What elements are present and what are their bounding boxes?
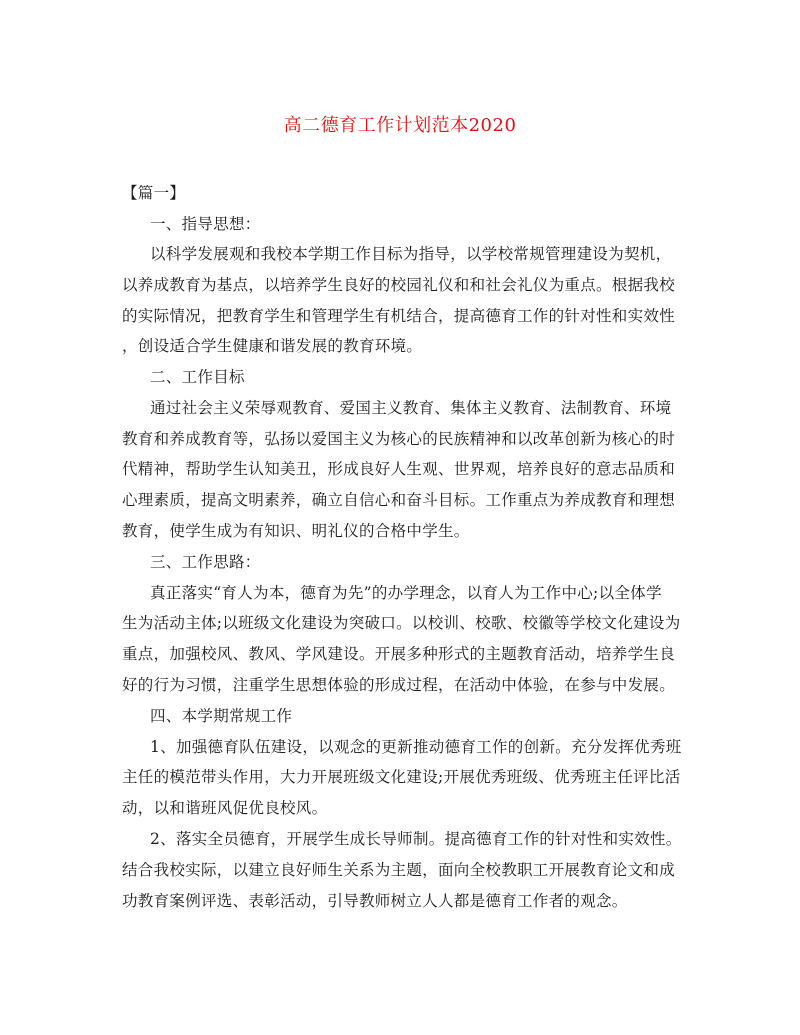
paragraph-line: 以养成教育为基点，以培养学生良好的校园礼仪和和社会礼仪为重点。根据我校 <box>122 276 676 294</box>
heading-guiding-thought: 一、指导思想： <box>150 215 261 233</box>
document-title: 高二德育工作计划范本2020 <box>283 115 517 136</box>
paragraph-line: 以科学发展观和我校本学期工作目标为指导，以学校常规管理建设为契机， <box>150 245 672 263</box>
paragraph-line: 心理素质，提高文明素养，确立自信心和奋斗目标。工作重点为养成教育和理想 <box>122 491 676 509</box>
paragraph-line: 结合我校实际，以建立良好师生关系为主题，面向全校教职工开展教育论文和成 <box>122 861 676 879</box>
paragraph-line: 生为活动主体;以班级文化建设为突破口。以校训、校歌、校徽等学校文化建设为 <box>122 614 681 632</box>
paragraph-line: 教育，使学生成为有知识、明礼仪的合格中学生。 <box>122 522 470 540</box>
paragraph-line: 教育和养成教育等，弘扬以爱国主义为核心的民族精神和以改革创新为核心的时 <box>122 430 676 448</box>
heading-routine-work: 四、本学期常规工作 <box>150 707 293 725</box>
paragraph-line: ，创设适合学生健康和谐发展的教育环境。 <box>122 337 423 355</box>
paragraph-line: 真正落实“育人为本，德育为先”的办学理念，以育人为工作中心;以全体学 <box>150 584 662 602</box>
paragraph-line: 代精神，帮助学生认知美丑，形成良好人生观、世界观，培养良好的意志品质和 <box>122 460 676 478</box>
paragraph-line: 功教育案例评选、表彰活动，引导教师树立人人都是德育工作者的观念。 <box>122 892 628 910</box>
paragraph-line: 重点，加强校风、教风、学风建设。开展多种形式的主题教育活动，培养学生良 <box>122 645 676 663</box>
paragraph-line: 好的行为习惯，注重学生思想体验的形成过程，在活动中体验，在参与中发展。 <box>122 676 676 694</box>
heading-work-approach: 三、工作思路： <box>150 553 261 571</box>
heading-work-goals: 二、工作目标 <box>150 368 245 386</box>
paragraph-line: 1、加强德育队伍建设，以观念的更新推动德育工作的创新。充分发挥优秀班 <box>150 738 682 756</box>
paragraph-line: 动，以和谐班风促优良校风。 <box>122 799 328 817</box>
paragraph-line: 主任的模范带头作用，大力开展班级文化建设;开展优秀班级、优秀班主任评比活 <box>122 768 681 786</box>
section-label: 【篇一】 <box>122 184 186 202</box>
paragraph-line: 通过社会主义荣辱观教育、爱国主义教育、集体主义教育、法制教育、环境 <box>150 399 672 417</box>
paragraph-line: 的实际情况，把教育学生和管理学生有机结合，提高德育工作的针对性和实效性 <box>122 307 676 325</box>
paragraph-line: 2、落实全员德育，开展学生成长导师制。提高德育工作的针对性和实效性。 <box>150 830 682 848</box>
